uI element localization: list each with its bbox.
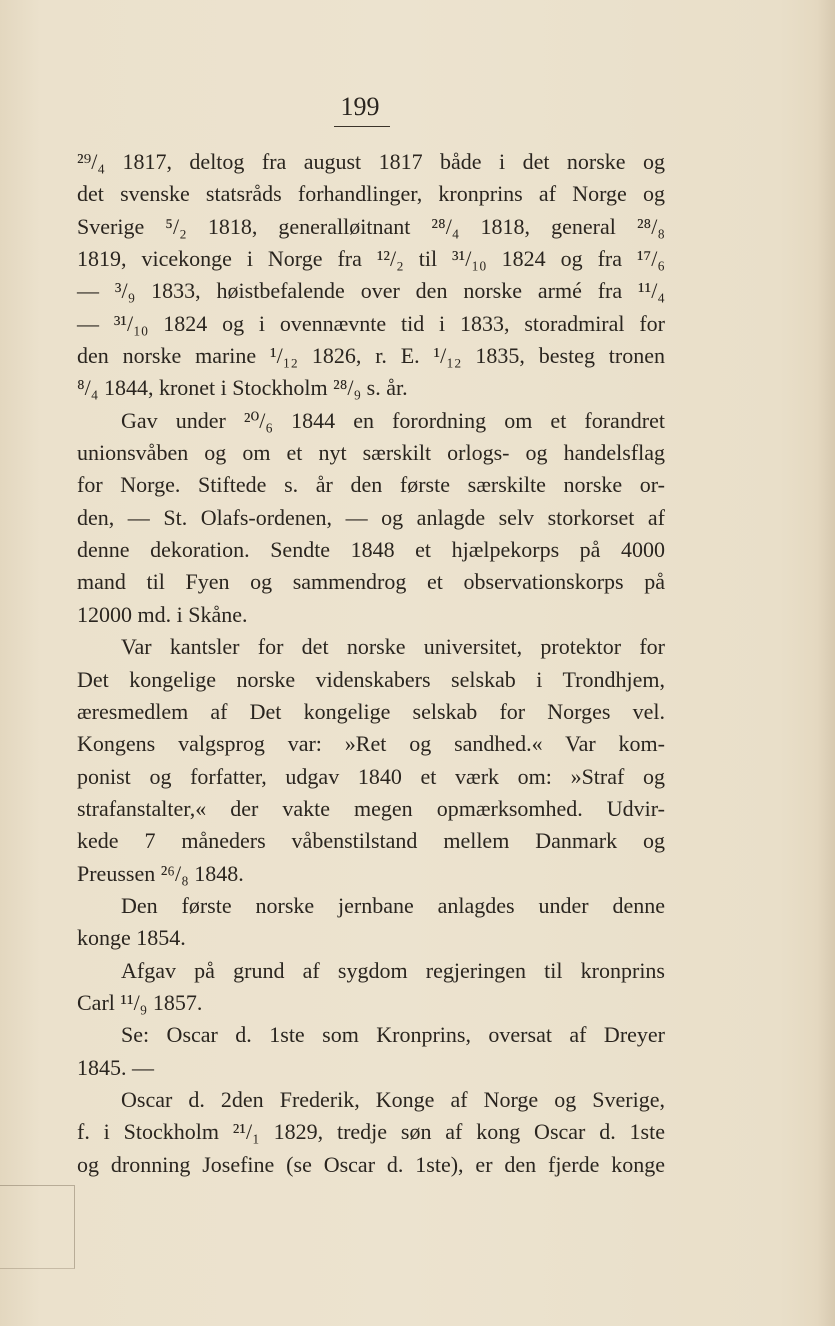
text-line: den, — St. Olafs-ordenen, — og anlagde selv storkorset af xyxy=(77,504,665,530)
text-line: Carl ¹¹/₉ 1857. xyxy=(77,989,203,1015)
text-line: mand til Fyen og sammendrog et observationskorps på xyxy=(77,569,665,595)
text-line: denne dekoration. Sendte 1848 et hjælpekorps på 4000 xyxy=(77,537,665,563)
text-line: Sverige ⁵/₂ 1818, generalløitnant ²⁸/₄ 1818, general ²⁸/₈ xyxy=(77,213,665,239)
page-number-rule xyxy=(334,126,390,127)
text-line: ponist og forfatter, udgav 1840 et værk om: »Straf og xyxy=(77,763,665,789)
text-line: Den første norske jernbane anlagdes under denne xyxy=(121,892,665,918)
text-line: Preussen ²⁶/₈ 1848. xyxy=(77,860,244,886)
text-line: Oscar d. 2den Frederik, Konge af Norge og Sverige, xyxy=(121,1086,665,1112)
text-line: ²⁹/₄ 1817, deltog fra august 1817 både i det norske og xyxy=(77,149,665,174)
text-line: Afgav på grund af sygdom regjeringen til kronprins xyxy=(121,957,665,983)
text-line: Kongens valgsprog var: »Ret og sandhed.« Var kom- xyxy=(77,731,665,757)
text-line: Var kantsler for det norske universitet, protektor for xyxy=(121,634,665,660)
text-line: 1845. — xyxy=(77,1054,154,1080)
text-line: strafanstalter,« der vakte megen opmærksomhed. Udvir- xyxy=(77,795,665,821)
text-line: konge 1854. xyxy=(77,925,186,951)
text-line: æresmedlem af Det kongelige selskab for Norges vel. xyxy=(77,698,665,724)
text-line: f. i Stockholm ²¹/₁ 1829, tredje søn af kong Oscar d. 1ste xyxy=(77,1119,665,1145)
text-line: — ³/₉ 1833, høistbefalende over den norske armé fra ¹¹/₄ xyxy=(77,278,665,304)
text-line: unionsvåben og om et nyt særskilt orlogs- og handelsflag xyxy=(77,440,665,466)
text-line: kede 7 måneders våbenstilstand mellem Danmark og xyxy=(77,828,665,854)
text-line: den norske marine ¹/₁₂ 1826, r. E. ¹/₁₂ 1835, besteg tronen xyxy=(77,343,665,369)
body-text xyxy=(77,146,665,1181)
text-line: Gav under ²⁰/₆ 1844 en forordning om et forandret xyxy=(121,407,665,433)
page-edge-shadow xyxy=(817,0,835,1326)
text-line: Det kongelige norske videnskabers selskab i Trondhjem, xyxy=(77,666,665,692)
text-line: og dronning Josefine (se Oscar d. 1ste), er den fjerde konge xyxy=(77,1151,665,1177)
page-number: 199 xyxy=(340,92,380,121)
text-line: Se: Oscar d. 1ste som Kronprins, oversat af Dreyer xyxy=(121,1022,665,1048)
text-line: det svenske statsråds forhandlinger, kronprins af Norge og xyxy=(77,181,665,207)
text-line: 12000 md. i Skåne. xyxy=(77,601,248,627)
margin-mark xyxy=(0,1185,75,1269)
text-line: 1819, vicekonge i Norge fra ¹²/₂ til ³¹/₁₀ 1824 og fra ¹⁷/₆ xyxy=(77,246,665,272)
text-line: for Norge. Stiftede s. år den første særskilte norske or- xyxy=(77,472,665,498)
text-line: ⁸/₄ 1844, kronet i Stockholm ²⁸/₉ s. år. xyxy=(77,375,408,401)
text-line: — ³¹/₁₀ 1824 og i ovennævnte tid i 1833, storadmiral for xyxy=(77,310,665,336)
